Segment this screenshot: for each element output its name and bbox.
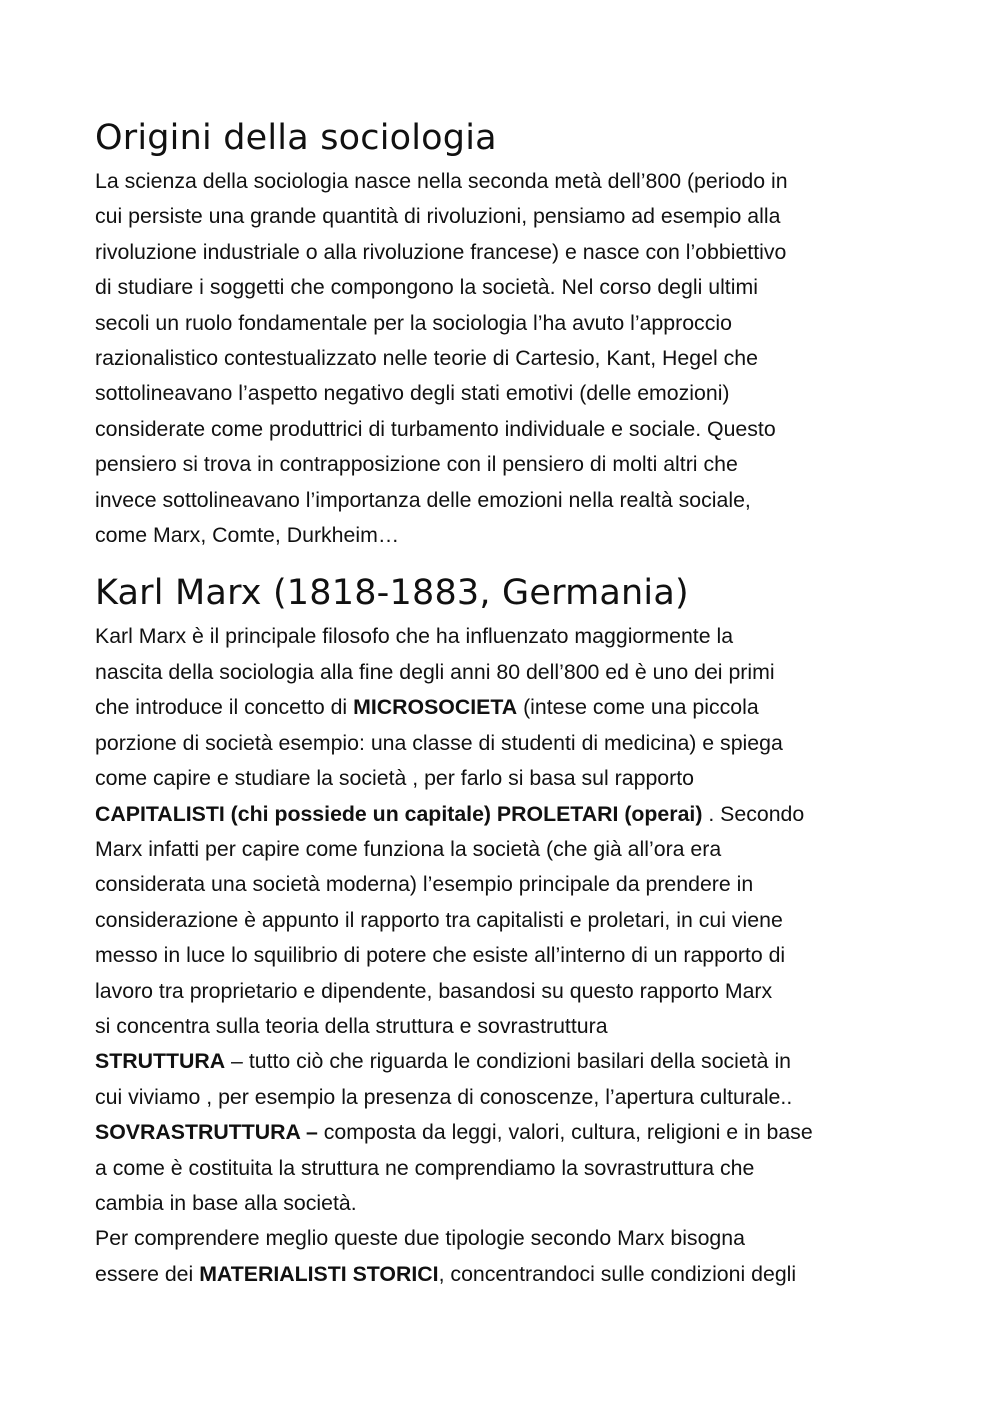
text-line bbox=[95, 1044, 910, 1079]
text-line: considerate come produttrici di turbamento individuale e sociale. Questo bbox=[95, 416, 776, 441]
document-page bbox=[95, 112, 910, 1292]
text-line: considerazione è appunto il rapporto tra capitalisti e proletari, in cui viene bbox=[95, 907, 783, 932]
text-line: rivoluzione industriale o alla rivoluzione francese) e nasce con l’obbiettivo bbox=[95, 239, 787, 264]
text-run: , concentrandoci sulle condizioni degli bbox=[438, 1261, 797, 1286]
text-line bbox=[95, 797, 910, 832]
text-line: sottolineavano l’aspetto negativo degli stati emotivi (delle emozioni) bbox=[95, 381, 730, 406]
text-line: si concentra sulla teoria della struttura e sovrastruttura bbox=[95, 1013, 608, 1038]
text-line: razionalistico contestualizzato nelle teorie di Cartesio, Kant, Hegel che bbox=[95, 346, 758, 371]
text-line: Marx infatti per capire come funziona la società (che già all’ora era bbox=[95, 836, 722, 861]
bold-term-capitalisti-proletari: CAPITALISTI (chi possiede un capitale) PROLETARI (operai) bbox=[95, 801, 703, 826]
bold-term-struttura: STRUTTURA bbox=[95, 1049, 226, 1074]
text-run: (intese come una piccola bbox=[517, 695, 759, 720]
text-line bbox=[95, 1257, 910, 1292]
bold-term-materialisti-storici: MATERIALISTI STORICI bbox=[199, 1261, 439, 1286]
text-line: cambia in base alla società. bbox=[95, 1190, 357, 1215]
text-line: cui viviamo , per esempio la presenza di conoscenze, l’apertura culturale.. bbox=[95, 1084, 793, 1109]
text-run: composta da leggi, valori, cultura, religioni e in base bbox=[317, 1120, 813, 1145]
text-line: a come è costituita la struttura ne comprendiamo la sovrastruttura che bbox=[95, 1155, 755, 1180]
text-line: di studiare i soggetti che compongono la società. Nel corso degli ultimi bbox=[95, 275, 758, 300]
text-line: nascita della sociologia alla fine degli anni 80 dell’800 ed è uno dei primi bbox=[95, 659, 775, 684]
text-line: come Marx, Comte, Durkheim… bbox=[95, 523, 400, 548]
text-run: essere dei bbox=[95, 1261, 200, 1286]
text-line: considerata una società moderna) l’esempio principale da prendere in bbox=[95, 872, 754, 897]
section-heading-origini: Origini della sociologia bbox=[95, 118, 497, 158]
paragraph-origini bbox=[95, 164, 910, 553]
text-line: come capire e studiare la società , per farlo si basa sul rapporto bbox=[95, 766, 694, 791]
text-line: lavoro tra proprietario e dipendente, basandosi su questo rapporto Marx bbox=[95, 978, 773, 1003]
text-line: messo in luce lo squilibrio di potere che esiste all’interno di un rapporto di bbox=[95, 943, 786, 968]
section-heading-karl-marx: Karl Marx (1818-1883, Germania) bbox=[95, 573, 689, 614]
text-line bbox=[95, 1115, 910, 1150]
text-line: Karl Marx è il principale filosofo che ha influenzato maggiormente la bbox=[95, 624, 734, 649]
paragraph-karl-marx bbox=[95, 619, 910, 1292]
text-line: cui persiste una grande quantità di rivoluzioni, pensiamo ad esempio alla bbox=[95, 204, 781, 229]
text-run: – tutto ciò che riguarda le condizioni basilari della società in bbox=[225, 1049, 792, 1074]
bold-term-sovrastruttura: SOVRASTRUTTURA – bbox=[95, 1120, 318, 1145]
text-line bbox=[95, 690, 910, 725]
text-line: invece sottolineavano l’importanza delle emozioni nella realtà sociale, bbox=[95, 487, 751, 512]
text-line: Per comprendere meglio queste due tipologie secondo Marx bisogna bbox=[95, 1226, 745, 1251]
text-line: La scienza della sociologia nasce nella seconda metà dell’800 (periodo in bbox=[95, 169, 788, 193]
bold-term-microsocieta: MICROSOCIETA bbox=[353, 695, 518, 720]
text-run: . Secondo bbox=[702, 801, 805, 826]
text-run: che introduce il concetto di bbox=[95, 695, 354, 720]
text-line: pensiero si trova in contrapposizione con il pensiero di molti altri che bbox=[95, 452, 738, 477]
text-line: secoli un ruolo fondamentale per la sociologia l’ha avuto l’approccio bbox=[95, 310, 732, 335]
text-line: porzione di società esempio: una classe di studenti di medicina) e spiega bbox=[95, 730, 783, 755]
